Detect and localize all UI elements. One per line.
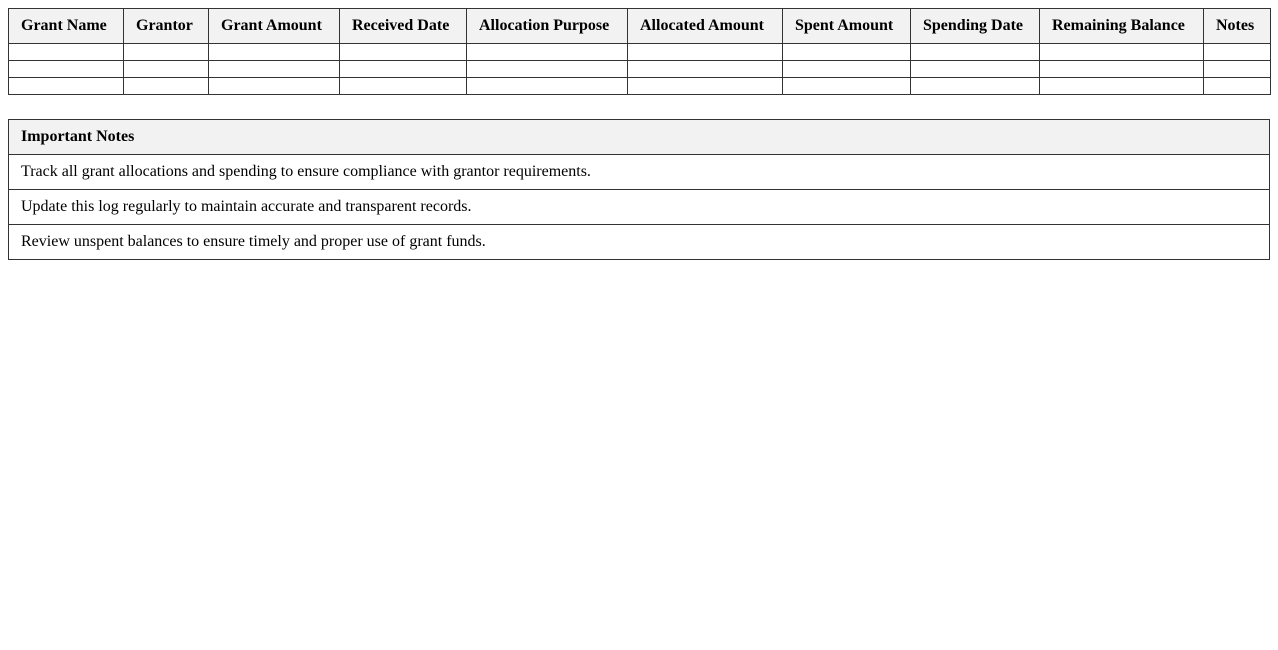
column-header-grantor: Grantor	[124, 9, 209, 44]
table-cell[interactable]	[124, 78, 209, 95]
column-header-allocation-purpose: Allocation Purpose	[467, 9, 628, 44]
table-cell[interactable]	[1040, 44, 1204, 61]
table-cell[interactable]	[340, 61, 467, 78]
table-cell[interactable]	[911, 44, 1040, 61]
table-cell[interactable]	[209, 78, 340, 95]
table-cell[interactable]	[9, 78, 124, 95]
grant-log-table	[8, 8, 1271, 95]
column-header-notes: Notes	[1204, 9, 1271, 44]
table-cell[interactable]	[340, 44, 467, 61]
column-header-allocated-amount: Allocated Amount	[628, 9, 783, 44]
table-cell[interactable]	[124, 61, 209, 78]
note-item: Track all grant allocations and spending to ensure compliance with grantor requirements.	[9, 155, 1270, 190]
table-cell[interactable]	[340, 78, 467, 95]
table-cell[interactable]	[628, 44, 783, 61]
column-header-spending-date: Spending Date	[911, 9, 1040, 44]
table-cell[interactable]	[628, 78, 783, 95]
table-row	[9, 61, 1271, 78]
column-header-remaining-balance: Remaining Balance	[1040, 9, 1204, 44]
column-header-grant-name: Grant Name	[9, 9, 124, 44]
table-cell[interactable]	[783, 61, 911, 78]
table-header-row	[9, 9, 1271, 44]
table-cell[interactable]	[9, 44, 124, 61]
table-cell[interactable]	[783, 44, 911, 61]
important-notes-table	[8, 119, 1270, 260]
table-cell[interactable]	[628, 61, 783, 78]
table-cell[interactable]	[124, 44, 209, 61]
page-content	[8, 8, 1270, 260]
table-cell[interactable]	[467, 78, 628, 95]
table-row	[9, 78, 1271, 95]
table-cell[interactable]	[9, 61, 124, 78]
table-cell[interactable]	[467, 44, 628, 61]
table-cell[interactable]	[1204, 44, 1271, 61]
table-cell[interactable]	[1204, 78, 1271, 95]
column-header-spent-amount: Spent Amount	[783, 9, 911, 44]
table-cell[interactable]	[467, 61, 628, 78]
table-cell[interactable]	[1204, 61, 1271, 78]
table-cell[interactable]	[911, 78, 1040, 95]
note-row	[9, 225, 1270, 260]
table-cell[interactable]	[209, 61, 340, 78]
table-cell[interactable]	[209, 44, 340, 61]
column-header-received-date: Received Date	[340, 9, 467, 44]
column-header-grant-amount: Grant Amount	[209, 9, 340, 44]
table-cell[interactable]	[911, 61, 1040, 78]
notes-header-row	[9, 120, 1270, 155]
table-cell[interactable]	[1040, 78, 1204, 95]
important-notes-heading: Important Notes	[9, 120, 1270, 155]
table-cell[interactable]	[783, 78, 911, 95]
note-item: Update this log regularly to maintain accurate and transparent records.	[9, 190, 1270, 225]
note-row	[9, 190, 1270, 225]
note-row	[9, 155, 1270, 190]
table-cell[interactable]	[1040, 61, 1204, 78]
table-row	[9, 44, 1271, 61]
note-item: Review unspent balances to ensure timely and proper use of grant funds.	[9, 225, 1270, 260]
